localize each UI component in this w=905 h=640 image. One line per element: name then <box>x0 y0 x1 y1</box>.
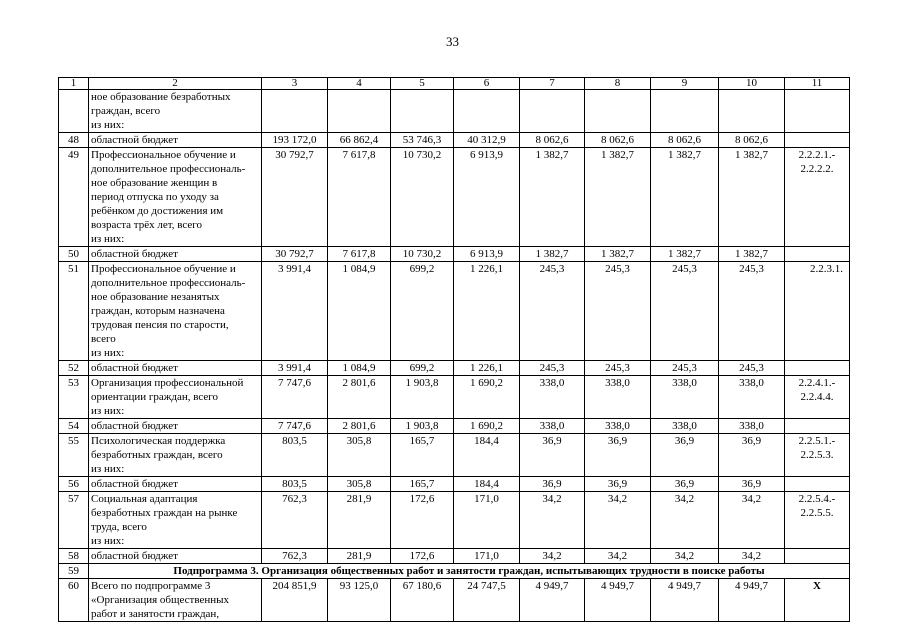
column-header: 9 <box>651 78 719 90</box>
column-header: 10 <box>719 78 785 90</box>
value-cell: 66 862,4 <box>328 133 391 148</box>
row-number: 54 <box>59 419 89 434</box>
table-row <box>59 148 850 247</box>
table-row <box>59 262 850 361</box>
ref-cell <box>785 477 850 492</box>
value-cell: 172,6 <box>391 492 454 549</box>
value-cell: 699,2 <box>391 361 454 376</box>
value-cell: 53 746,3 <box>391 133 454 148</box>
column-header: 4 <box>328 78 391 90</box>
value-cell <box>651 90 719 133</box>
row-number: 60 <box>59 579 89 622</box>
value-cell: 762,3 <box>262 549 328 564</box>
value-cell: 245,3 <box>585 361 651 376</box>
value-cell <box>391 90 454 133</box>
value-cell <box>262 90 328 133</box>
value-cell: 245,3 <box>585 262 651 361</box>
value-cell: 4 949,7 <box>651 579 719 622</box>
value-cell: 34,2 <box>585 549 651 564</box>
value-cell: 8 062,6 <box>719 133 785 148</box>
value-cell: 338,0 <box>520 419 585 434</box>
value-cell: 165,7 <box>391 434 454 477</box>
value-cell: 172,6 <box>391 549 454 564</box>
ref-cell: 2.2.5.4.- 2.2.5.5. <box>785 492 850 549</box>
value-cell: 10 730,2 <box>391 247 454 262</box>
value-cell: 36,9 <box>520 434 585 477</box>
row-name: областной бюджет <box>89 361 262 376</box>
value-cell: 30 792,7 <box>262 247 328 262</box>
value-cell: 4 949,7 <box>585 579 651 622</box>
table-row <box>59 549 850 564</box>
value-cell: 1 382,7 <box>585 148 651 247</box>
column-header: 7 <box>520 78 585 90</box>
value-cell: 338,0 <box>520 376 585 419</box>
ref-cell: 2.2.3.1. <box>785 262 850 361</box>
value-cell: 36,9 <box>585 434 651 477</box>
row-number: 53 <box>59 376 89 419</box>
value-cell: 36,9 <box>651 477 719 492</box>
value-cell: 2 801,6 <box>328 419 391 434</box>
value-cell: 34,2 <box>520 549 585 564</box>
ref-cell: 2.2.5.1.- 2.2.5.3. <box>785 434 850 477</box>
row-name: Профессиональное обучение и дополнительное профессиональ- ное образование женщин в период отпуска по уходу за ребёнком до достижения им возраста трёх лет, всего из них: <box>89 148 262 247</box>
value-cell: 245,3 <box>651 262 719 361</box>
value-cell: 1 690,2 <box>454 419 520 434</box>
value-cell: 171,0 <box>454 549 520 564</box>
table-row <box>59 247 850 262</box>
value-cell: 30 792,7 <box>262 148 328 247</box>
value-cell: 338,0 <box>651 419 719 434</box>
value-cell: 8 062,6 <box>651 133 719 148</box>
value-cell: 762,3 <box>262 492 328 549</box>
ref-cell <box>785 361 850 376</box>
value-cell: 281,9 <box>328 492 391 549</box>
value-cell: 3 991,4 <box>262 262 328 361</box>
ref-cell: 2.2.2.1.- 2.2.2.2. <box>785 148 850 247</box>
value-cell: 184,4 <box>454 434 520 477</box>
table-row <box>59 133 850 148</box>
value-cell: 1 382,7 <box>520 148 585 247</box>
value-cell: 93 125,0 <box>328 579 391 622</box>
value-cell: 7 747,6 <box>262 419 328 434</box>
value-cell <box>520 90 585 133</box>
table-row <box>59 477 850 492</box>
value-cell: 67 180,6 <box>391 579 454 622</box>
table-row <box>59 434 850 477</box>
row-number: 59 <box>59 564 89 579</box>
row-name: Профессиональное обучение и дополнительное профессиональ- ное образование незанятых граждан, которым назначена трудовая пенсия по старости, всего из них: <box>89 262 262 361</box>
value-cell: 184,4 <box>454 477 520 492</box>
value-cell: 1 690,2 <box>454 376 520 419</box>
value-cell <box>454 90 520 133</box>
value-cell: 7 617,8 <box>328 148 391 247</box>
value-cell: 24 747,5 <box>454 579 520 622</box>
value-cell: 34,2 <box>585 492 651 549</box>
column-header: 8 <box>585 78 651 90</box>
row-number: 51 <box>59 262 89 361</box>
value-cell: 305,8 <box>328 434 391 477</box>
value-cell: 1 903,8 <box>391 419 454 434</box>
value-cell: 281,9 <box>328 549 391 564</box>
row-name: областной бюджет <box>89 247 262 262</box>
value-cell: 305,8 <box>328 477 391 492</box>
budget-table <box>58 77 850 622</box>
ref-cell: Х <box>785 579 850 622</box>
value-cell: 1 382,7 <box>651 148 719 247</box>
table-row <box>59 492 850 549</box>
value-cell: 8 062,6 <box>585 133 651 148</box>
ref-cell <box>785 549 850 564</box>
value-cell: 3 991,4 <box>262 361 328 376</box>
value-cell: 6 913,9 <box>454 247 520 262</box>
column-header: 1 <box>59 78 89 90</box>
ref-cell <box>785 419 850 434</box>
value-cell: 165,7 <box>391 477 454 492</box>
value-cell: 699,2 <box>391 262 454 361</box>
value-cell: 245,3 <box>651 361 719 376</box>
row-name: ное образование безработных граждан, всего из них: <box>89 90 262 133</box>
value-cell: 36,9 <box>719 477 785 492</box>
value-cell: 36,9 <box>585 477 651 492</box>
row-number: 49 <box>59 148 89 247</box>
value-cell: 2 801,6 <box>328 376 391 419</box>
row-name: Социальная адаптация безработных граждан на рынке труда, всего из них: <box>89 492 262 549</box>
value-cell: 1 903,8 <box>391 376 454 419</box>
value-cell: 1 382,7 <box>651 247 719 262</box>
ref-cell <box>785 247 850 262</box>
table-body <box>59 78 850 622</box>
value-cell: 171,0 <box>454 492 520 549</box>
table-row <box>59 361 850 376</box>
value-cell: 36,9 <box>719 434 785 477</box>
table-row <box>59 579 850 622</box>
value-cell: 1 226,1 <box>454 262 520 361</box>
row-number: 52 <box>59 361 89 376</box>
value-cell: 34,2 <box>651 492 719 549</box>
ref-cell: 2.2.4.1.- 2.2.4.4. <box>785 376 850 419</box>
row-number: 58 <box>59 549 89 564</box>
value-cell: 245,3 <box>520 262 585 361</box>
value-cell: 36,9 <box>651 434 719 477</box>
value-cell: 245,3 <box>520 361 585 376</box>
value-cell: 1 084,9 <box>328 361 391 376</box>
column-header: 6 <box>454 78 520 90</box>
row-name: областной бюджет <box>89 419 262 434</box>
value-cell: 338,0 <box>585 376 651 419</box>
value-cell: 338,0 <box>719 376 785 419</box>
row-name: областной бюджет <box>89 133 262 148</box>
table-row <box>59 90 850 133</box>
value-cell: 338,0 <box>719 419 785 434</box>
value-cell: 34,2 <box>520 492 585 549</box>
value-cell: 10 730,2 <box>391 148 454 247</box>
value-cell: 4 949,7 <box>719 579 785 622</box>
column-header: 11 <box>785 78 850 90</box>
column-header: 2 <box>89 78 262 90</box>
ref-cell <box>785 90 850 133</box>
subprogram-title: Подпрограмма 3. Организация общественных работ и занятости граждан, испытывающих трудности в поиске работы <box>89 564 850 579</box>
value-cell: 34,2 <box>719 549 785 564</box>
row-number: 50 <box>59 247 89 262</box>
value-cell: 338,0 <box>651 376 719 419</box>
column-header: 3 <box>262 78 328 90</box>
value-cell: 34,2 <box>719 492 785 549</box>
page-number: 33 <box>446 34 459 49</box>
row-number <box>59 90 89 133</box>
value-cell: 1 382,7 <box>719 148 785 247</box>
value-cell <box>328 90 391 133</box>
value-cell: 6 913,9 <box>454 148 520 247</box>
value-cell: 40 312,9 <box>454 133 520 148</box>
table-row <box>59 419 850 434</box>
value-cell: 34,2 <box>651 549 719 564</box>
value-cell: 4 949,7 <box>520 579 585 622</box>
value-cell: 803,5 <box>262 434 328 477</box>
value-cell: 1 084,9 <box>328 262 391 361</box>
row-name: областной бюджет <box>89 477 262 492</box>
value-cell: 204 851,9 <box>262 579 328 622</box>
value-cell: 803,5 <box>262 477 328 492</box>
value-cell: 36,9 <box>520 477 585 492</box>
value-cell <box>585 90 651 133</box>
row-number: 48 <box>59 133 89 148</box>
value-cell: 338,0 <box>585 419 651 434</box>
value-cell: 7 747,6 <box>262 376 328 419</box>
value-cell: 1 382,7 <box>719 247 785 262</box>
value-cell <box>719 90 785 133</box>
value-cell: 1 382,7 <box>520 247 585 262</box>
value-cell: 1 382,7 <box>585 247 651 262</box>
row-name: Психологическая поддержка безработных граждан, всего из них: <box>89 434 262 477</box>
ref-cell <box>785 133 850 148</box>
row-name: областной бюджет <box>89 549 262 564</box>
value-cell: 245,3 <box>719 361 785 376</box>
subprogram-title-row <box>59 564 850 579</box>
value-cell: 245,3 <box>719 262 785 361</box>
value-cell: 7 617,8 <box>328 247 391 262</box>
row-number: 55 <box>59 434 89 477</box>
column-header: 5 <box>391 78 454 90</box>
table-row <box>59 376 850 419</box>
row-name: Всего по подпрограмме 3 «Организация общественных работ и занятости граждан, <box>89 579 262 622</box>
value-cell: 1 226,1 <box>454 361 520 376</box>
value-cell: 8 062,6 <box>520 133 585 148</box>
column-header-row <box>59 78 850 90</box>
value-cell: 193 172,0 <box>262 133 328 148</box>
row-number: 56 <box>59 477 89 492</box>
row-name: Организация профессиональной ориентации граждан, всего из них: <box>89 376 262 419</box>
row-number: 57 <box>59 492 89 549</box>
